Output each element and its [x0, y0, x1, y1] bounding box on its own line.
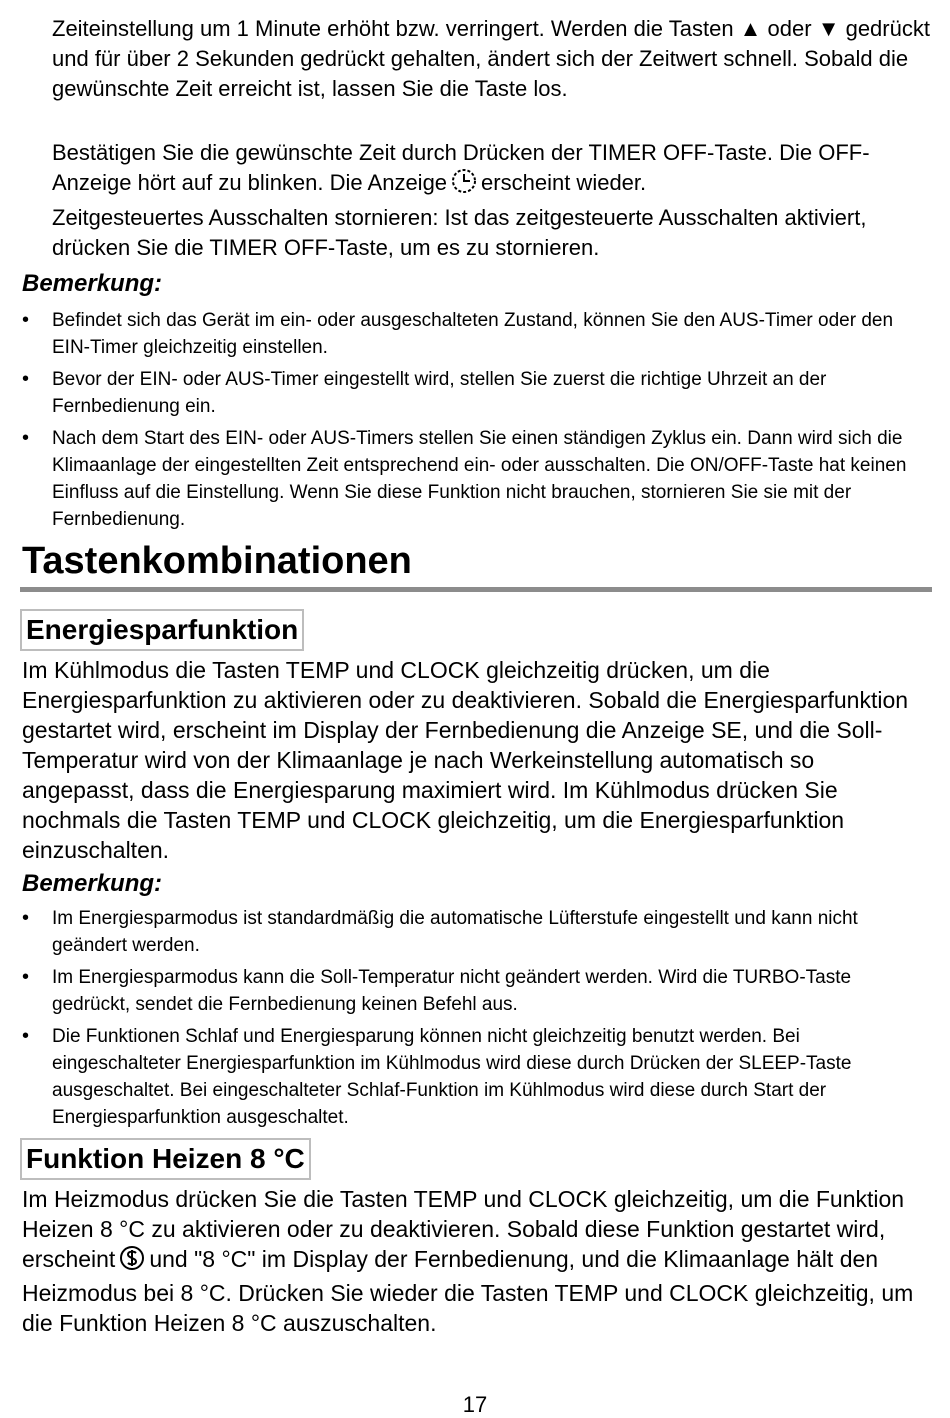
note-list-2 — [22, 905, 928, 1131]
list-item: • Die Funktionen Schlaf und Energiesparung können nicht gleichzeitig benutzt werden. Bei eingeschalteter Energiesparfunktion im Kühlmodus wird diese durch Drücken der SLEEP-Taste ausgeschaltet. Bei eingeschalteter Schlaf-Funktion im Kühlmodus wird diese durch Start der Energiesparfunktion ausgeschaltet. — [22, 1023, 928, 1131]
section-divider — [20, 587, 932, 592]
energy-body: Im Kühlmodus die Tasten TEMP und CLOCK gleichzeitig drücken, um die Energiesparfunktion zu aktivieren oder zu deaktivieren. Sobald die Energiesparfunktion gestartet wird, erscheint im Display der Fernbedienung die Anzeige SE, und die Soll-Temperatur wird von der Klimaanlage je nach Werkeinstellung automatisch so angepasst, dass die Energiesparung maximiert wird. Im Kühlmodus drücken Sie nochmals die Tasten TEMP und CLOCK gleichzeitig, um die Energiesparfunktion einzuschalten. — [22, 657, 909, 863]
cancel-paragraph: Zeitgesteuertes Ausschalten stornieren: Ist das zeitgesteuerte Ausschalten aktiviert, drücken Sie die TIMER OFF-Taste, um es zu stornieren. — [52, 205, 867, 260]
heat-title: Funktion Heizen 8 °C — [20, 1138, 311, 1180]
list-item: • Nach dem Start des EIN- oder AUS-Timers stellen Sie einen ständigen Zyklus ein. Dann wird sich die Klimaanlage der eingestellten Zeit entsprechend ein- oder ausschalten. Die ON/OFF-Taste hat keinen Einfluss auf die Einstellung. Wenn Sie diese Funktion nicht brauchen, stornieren Sie sie mit der Fernbedienung. — [22, 425, 928, 533]
note-heading-2: Bemerkung: — [22, 870, 163, 897]
page-number: 17 — [462, 1392, 488, 1417]
timer-paragraph: Zeiteinstellung um 1 Minute erhöht bzw. verringert. Werden die Tasten ▲ oder ▼ gedrückt und für über 2 Sekunden gedrückt gehalten, ändert sich der Zeitwert schnell. Sobald die gewünschte Zeit erreicht ist, lassen Sie die Taste los. — [52, 16, 930, 101]
list-item: • Befindet sich das Gerät im ein- oder ausgeschalteten Zustand, können Sie den AUS-Timer oder den EIN-Timer gleichzeitig einstellen. — [22, 307, 928, 361]
confirm-text-before: Bestätigen Sie die gewünschte Zeit durch Drücken der TIMER OFF-Taste. Die OFF-Anzeige hört auf zu blinken. Die Anzeige — [52, 140, 870, 195]
note-list-1 — [22, 307, 928, 533]
heat-body-before: Im Heizmodus drücken Sie die Tasten TEMP und CLOCK gleichzeitig, um die Funktion Heizen 8 °C zu aktivieren oder zu deaktivieren. Sobald diese Funktion gestartet wird, erscheint — [22, 1186, 905, 1272]
heat-body-after: und "8 °C" im Display der Fernbedienung, und die Klimaanlage hält den Heizmodus bei 8 °C. Drücken Sie wieder die Tasten TEMP und CLOCK gleichzeitig, um die Funktion Heizen 8 °C auszuschalten. — [22, 1246, 914, 1336]
list-item: • Im Energiesparmodus kann die Soll-Temperatur nicht geändert werden. Wird die TURBO-Taste gedrückt, sendet die Fernbedienung keinen Befehl aus. — [22, 964, 928, 1018]
heat-body — [22, 1184, 932, 1338]
clock-icon — [451, 168, 477, 202]
list-item: • Bevor der EIN- oder AUS-Timer eingestellt wird, stellen Sie zuerst die richtige Uhrzeit an der Fernbedienung ein. — [22, 366, 928, 420]
energy-title: Energiesparfunktion — [20, 609, 304, 651]
confirm-paragraph — [52, 138, 932, 202]
heat-8c-icon — [119, 1245, 145, 1278]
confirm-text-after: erscheint wieder. — [481, 170, 647, 195]
section-title: Tastenkombinationen — [22, 540, 412, 582]
list-item: • Im Energiesparmodus ist standardmäßig die automatische Lüfterstufe eingestellt und kann nicht geändert werden. — [22, 905, 928, 959]
note-heading-1: Bemerkung: — [22, 270, 163, 297]
